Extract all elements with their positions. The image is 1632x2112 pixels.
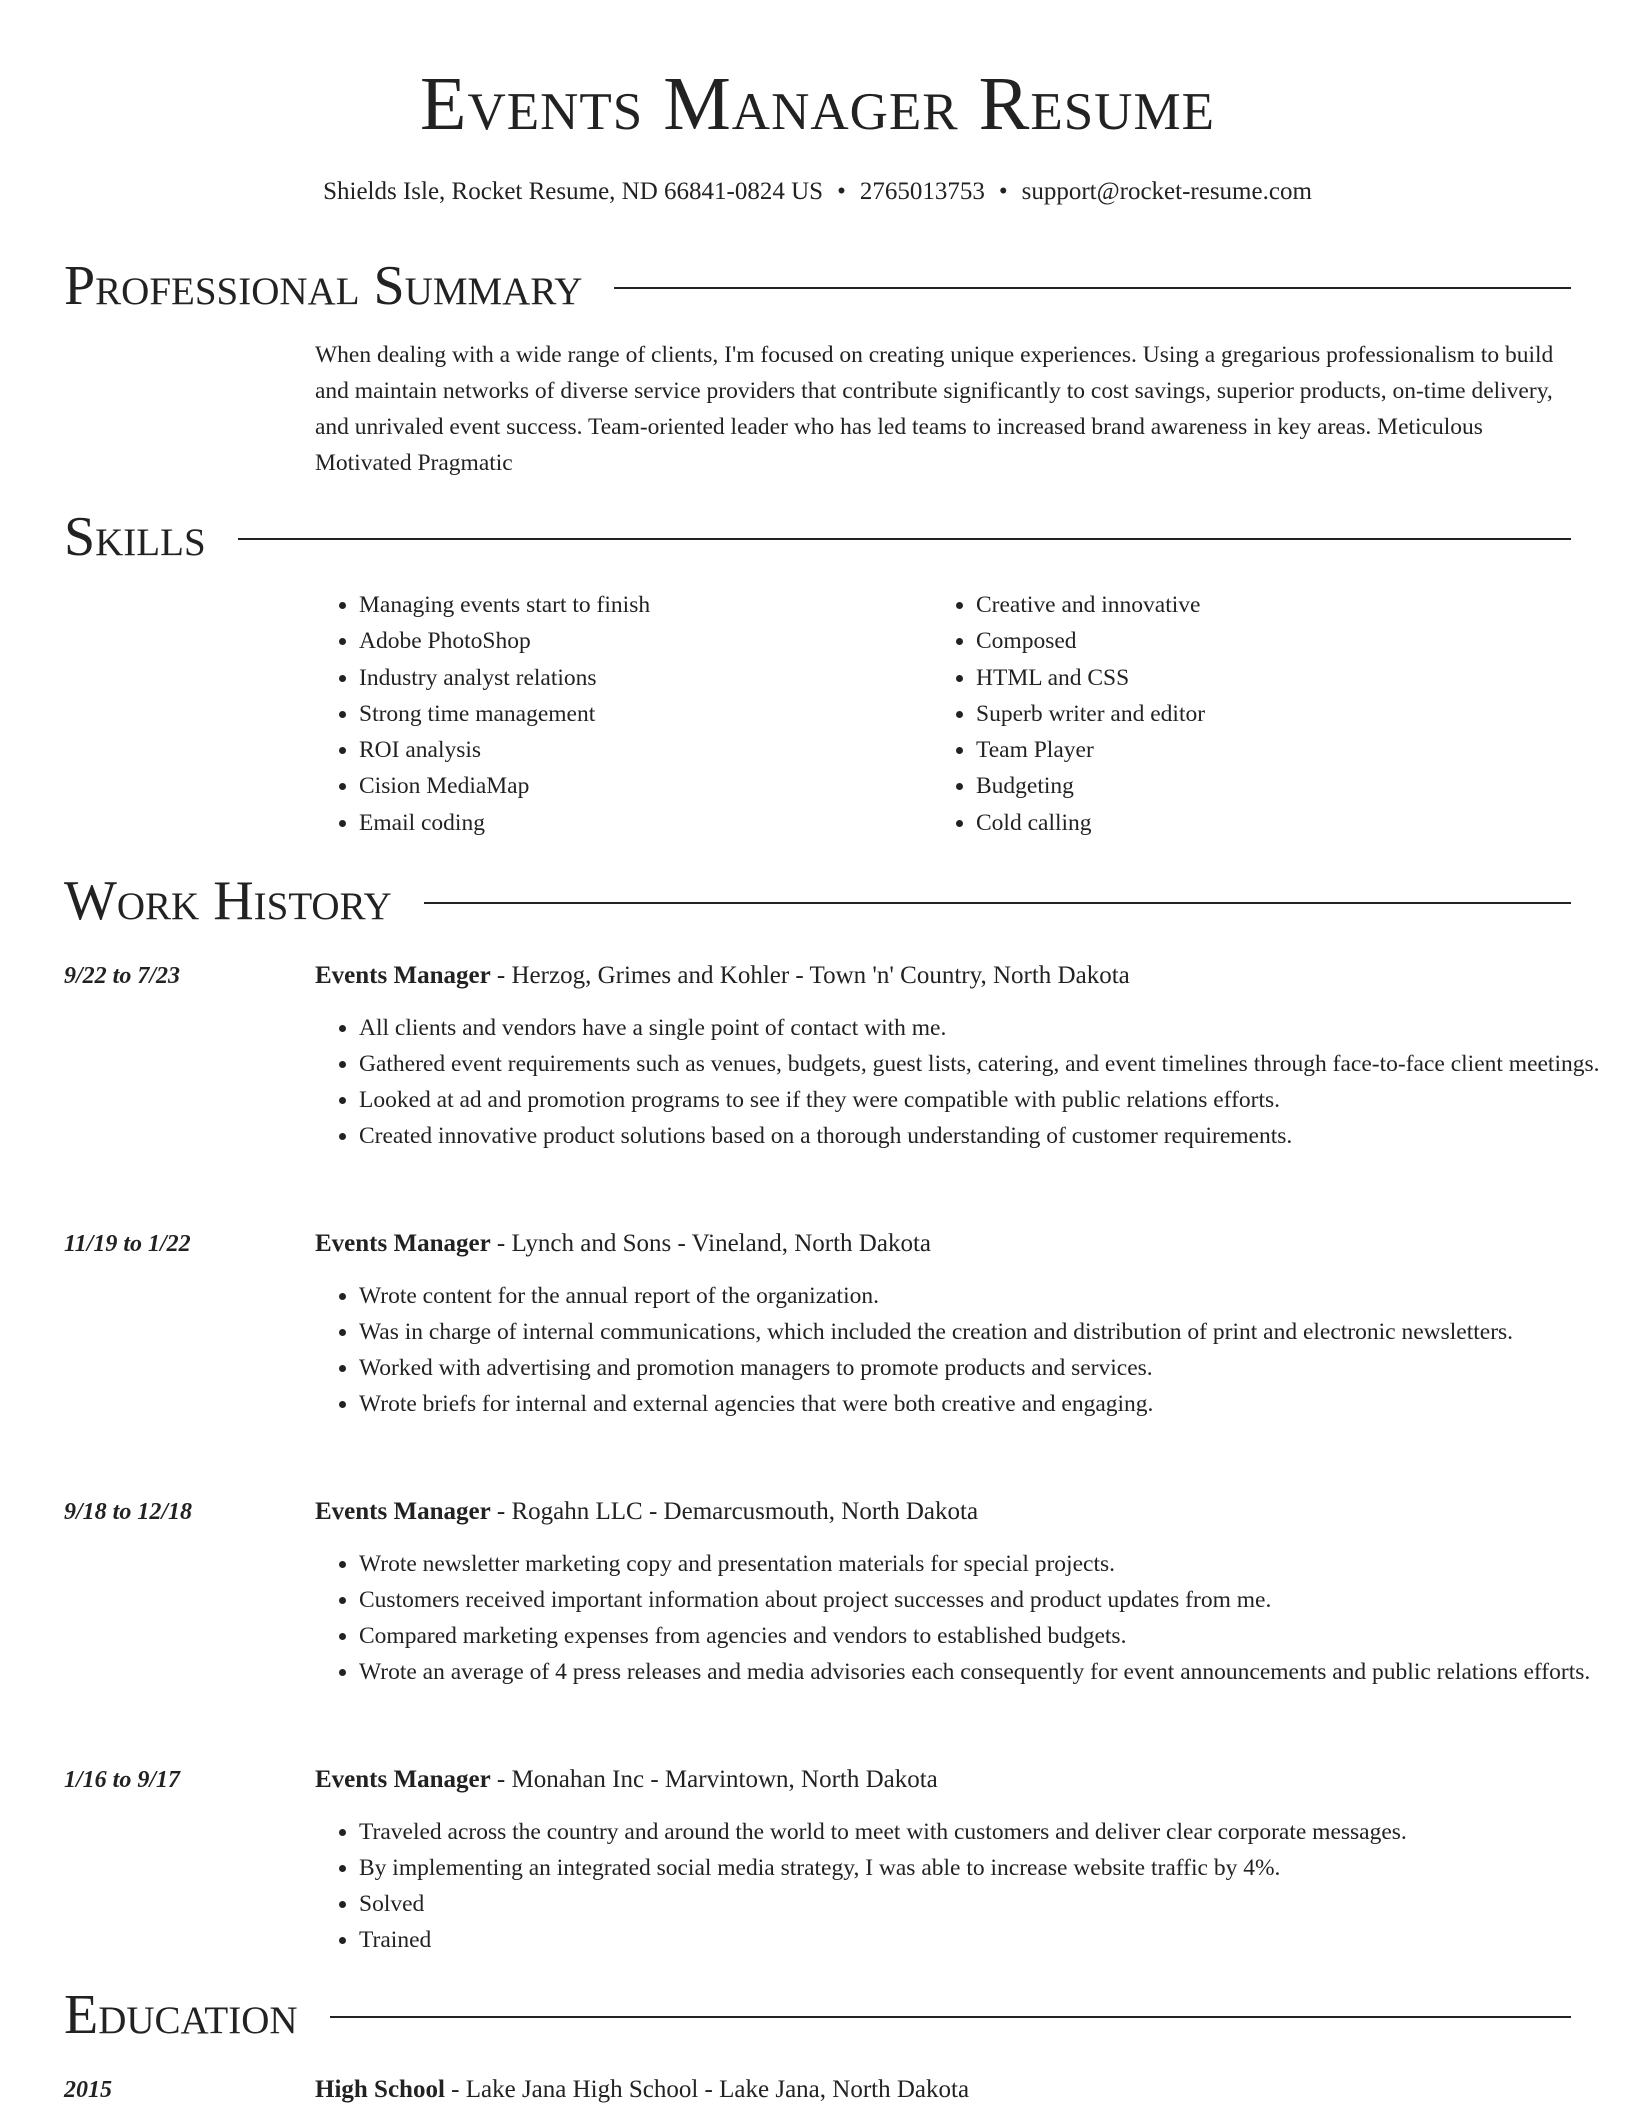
education-school: - Lake Jana High School - Lake Jana, North Dakota (444, 2076, 970, 2103)
skill-item: • ROI analysis (359, 732, 919, 768)
job-duties (315, 1546, 1629, 1690)
skill-item: • Composed (976, 623, 1536, 659)
skill-item: • Budgeting (976, 768, 1536, 804)
contact-separator: • (837, 178, 846, 205)
job-duty: • Solved (359, 1886, 1629, 1922)
job-duty: • Worked with advertising and promotion managers to promote products and services. (359, 1350, 1629, 1386)
skill-item: • Team Player (976, 732, 1536, 768)
job-heading (315, 958, 1130, 994)
job-duties (315, 1814, 1629, 1958)
skill-item: • HTML and CSS (976, 660, 1536, 696)
education-title: Education (64, 1984, 298, 2046)
contact-line (64, 176, 1571, 208)
section-divider (238, 538, 1571, 540)
skills-section-header (64, 505, 1571, 569)
job-employer: - Lynch and Sons - Vineland, North Dakota (490, 1230, 931, 1257)
skills-list-right (932, 587, 1536, 841)
skill-item: • Email coding (359, 805, 919, 841)
job-dates: 9/22 to 7/23 (64, 963, 181, 989)
section-divider (424, 902, 1571, 904)
work-section-header (64, 869, 1571, 933)
summary-section-header (64, 254, 1571, 318)
skill-item: • Managing events start to finish (359, 587, 919, 623)
job-duty: • Wrote briefs for internal and external agencies that were both creative and engaging. (359, 1386, 1629, 1422)
job-employer: - Monahan Inc - Marvintown, North Dakota (490, 1766, 938, 1793)
skill-item: • Cision MediaMap (359, 768, 919, 804)
job-role: Events Manager (315, 1498, 491, 1525)
job-employer: - Herzog, Grimes and Kohler - Town 'n' Country, North Dakota (490, 962, 1130, 989)
education-year: 2015 (64, 2077, 112, 2103)
job-dates: 1/16 to 9/17 (64, 1767, 181, 1793)
job-dates: 9/18 to 12/18 (64, 1499, 193, 1525)
job-heading (315, 1762, 938, 1798)
job-dates: 11/19 to 1/22 (64, 1231, 191, 1257)
job-duty: • Gathered event requirements such as venues, budgets, guest lists, catering, and event timelines through face-to-face client meetings. (359, 1046, 1629, 1082)
job-duties (315, 1010, 1629, 1154)
job-duty: • Traveled across the country and around the world to meet with customers and deliver clear corporate messages. (359, 1814, 1629, 1850)
job-heading (315, 1494, 978, 1530)
education-section-header (64, 1983, 1571, 2047)
contact-address: Shields Isle, Rocket Resume, ND 66841-0824 US (323, 178, 824, 205)
skill-item: • Superb writer and editor (976, 696, 1536, 732)
skill-item: • Industry analyst relations (359, 660, 919, 696)
summary-text: When dealing with a wide range of clients, I'm focused on creating unique experiences. Using a gregarious professionalism to build and maintain networks of diverse service providers that contribute significantly to cost savings, superior products, on-time delivery, and unrivaled event success. Team-oriented leader who has led teams to increased brand awareness in key areas. Meticulous Motivated Pragmatic (315, 342, 1554, 476)
job-duty: • Customers received important information about project successes and product updates from me. (359, 1582, 1629, 1618)
skill-item: • Creative and innovative (976, 587, 1536, 623)
skill-item: • Adobe PhotoShop (359, 623, 919, 659)
contact-separator: • (998, 178, 1008, 205)
education-degree: High School (315, 2076, 445, 2103)
section-divider (330, 2016, 1571, 2018)
job-duty: • By implementing an integrated social media strategy, I was able to increase website traffic by 4%. (359, 1850, 1629, 1886)
contact-email: support@rocket-resume.com (1021, 178, 1312, 205)
contact-phone: 2765013753 (859, 178, 985, 205)
education-heading (315, 2072, 969, 2108)
job-duties (315, 1278, 1629, 1422)
job-duty: • All clients and vendors have a single point of contact with me. (359, 1010, 1629, 1046)
job-duty: • Compared marketing expenses from agencies and vendors to established budgets. (359, 1618, 1629, 1654)
summary-title: Professional Summary (64, 255, 583, 317)
job-duty: • Was in charge of internal communications, which included the creation and distribution of print and electronic newsletters. (359, 1314, 1629, 1350)
job-duty: • Looked at ad and promotion programs to see if they were compatible with public relations efforts. (359, 1082, 1629, 1118)
job-role: Events Manager (315, 962, 491, 989)
section-divider (614, 287, 1571, 289)
skills-title: Skills (64, 506, 206, 568)
job-heading (315, 1226, 931, 1262)
job-duty: • Trained (359, 1922, 1629, 1958)
skills-list-left (315, 587, 919, 841)
job-employer: - Rogahn LLC - Demarcusmouth, North Dakota (490, 1498, 979, 1525)
resume-name: Events Manager Resume (420, 62, 1215, 146)
skill-item: • Cold calling (976, 805, 1536, 841)
job-role: Events Manager (315, 1230, 491, 1257)
job-role: Events Manager (315, 1766, 491, 1793)
skill-item: • Strong time management (359, 696, 919, 732)
job-duty: • Wrote content for the annual report of the organization. (359, 1278, 1629, 1314)
job-duty: • Wrote newsletter marketing copy and presentation materials for special projects. (359, 1546, 1629, 1582)
job-duty: • Created innovative product solutions based on a thorough understanding of customer requirements. (359, 1118, 1629, 1154)
job-duty: • Wrote an average of 4 press releases and media advisories each consequently for event announcements and public relations efforts. (359, 1654, 1629, 1690)
work-title: Work History (64, 870, 392, 932)
